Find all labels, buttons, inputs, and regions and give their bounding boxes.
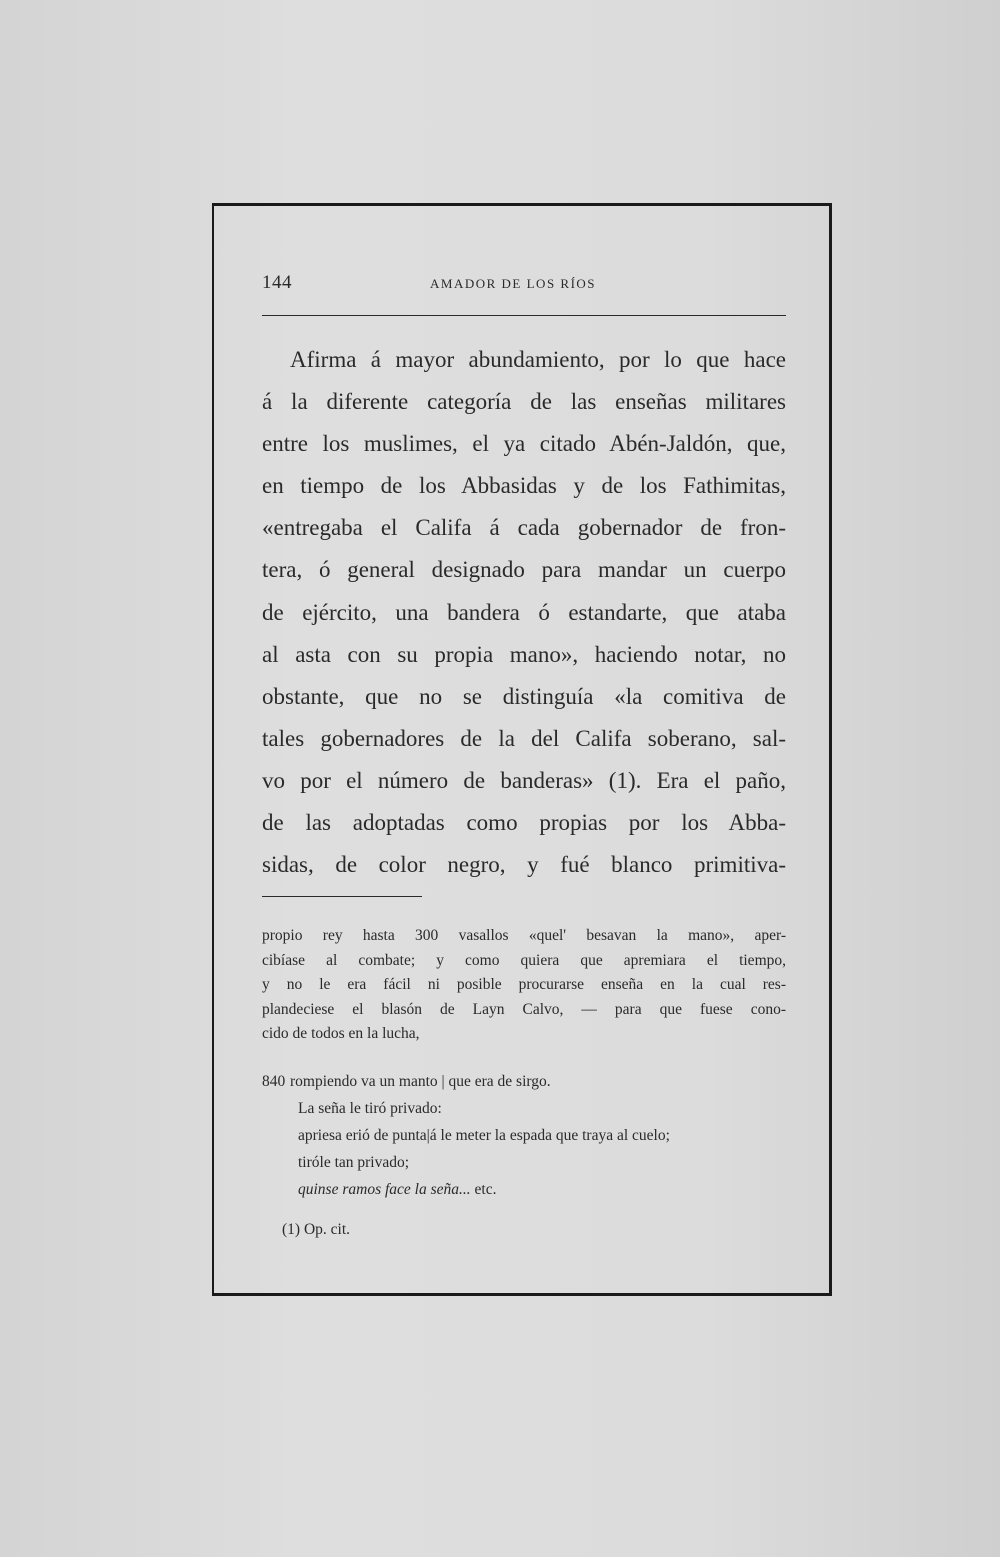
body-line: tales gobernadores de la del Califa soberano, sal- [262,725,786,751]
footnote-line: y no le era fácil ni posible procurarse enseña en la cual res- [262,976,786,993]
body-line: tera, ó general designado para mandar un cuerpo [262,557,786,583]
verse-text: etc. [470,1181,497,1198]
body-line: Afirma á mayor abundamiento, por lo que hace [290,347,786,372]
footnote-line: cibíase al combate; y como quiera que apremiara el tiempo, [262,951,786,969]
body-line: obstante, que no se distinguía «la comitiva de [262,683,786,709]
verse-italic-text: quinse ramos face la seña... [298,1181,471,1198]
verse-line-number: 840 [262,1073,286,1090]
body-line: entre los muslimes, el ya citado Abén-Jaldón, que, [262,431,786,457]
body-line: á la diferente categoría de las enseñas militares [262,389,786,415]
verse-line [262,1068,792,1095]
body-line: de las adoptadas como propias por los Abba- [262,810,786,836]
footnote-rule [262,896,422,897]
body-line: sidas, de color negro, y fué blanco primitiva- [262,852,786,878]
body-text [262,339,786,886]
verse-line: tiróle tan privado; [298,1154,410,1171]
body-line: de ejército, una bandera ó estandarte, que ataba [262,599,786,625]
body-line: «entregaba el Califa á cada gobernador de fron- [262,515,786,541]
header-rule [262,315,786,316]
running-head: AMADOR DE LOS RÍOS [430,276,597,291]
footnote-line: plandeciese el blasón de Layn Calvo, — para que fuese cono- [262,1000,786,1018]
body-line: al asta con su propia mano», haciendo notar, no [262,641,786,667]
footnote-text [262,924,786,1047]
body-line: en tiempo de los Abbasidas y de los Fathimitas, [262,473,786,499]
footnote-reference: (1) Op. cit. [282,1221,351,1238]
verse-quotation [262,1068,792,1203]
page-number: 144 [262,272,292,293]
footnote-line: propio rey hasta 300 vasallos «quel' besavan la mano», aper- [262,927,786,944]
verse-line [262,1176,792,1203]
footnote-line: cido de todos en la lucha, [262,1025,420,1042]
verse-line: apriesa erió de punta|á le meter la espada que traya al cuelo; [298,1127,670,1144]
body-line: vo por el número de banderas» (1). Era el paño, [262,767,786,793]
page-header [262,272,786,302]
verse-text: rompiendo va un manto | que era de sirgo. [290,1073,551,1090]
verse-line: La seña le tiró privado: [298,1100,442,1117]
